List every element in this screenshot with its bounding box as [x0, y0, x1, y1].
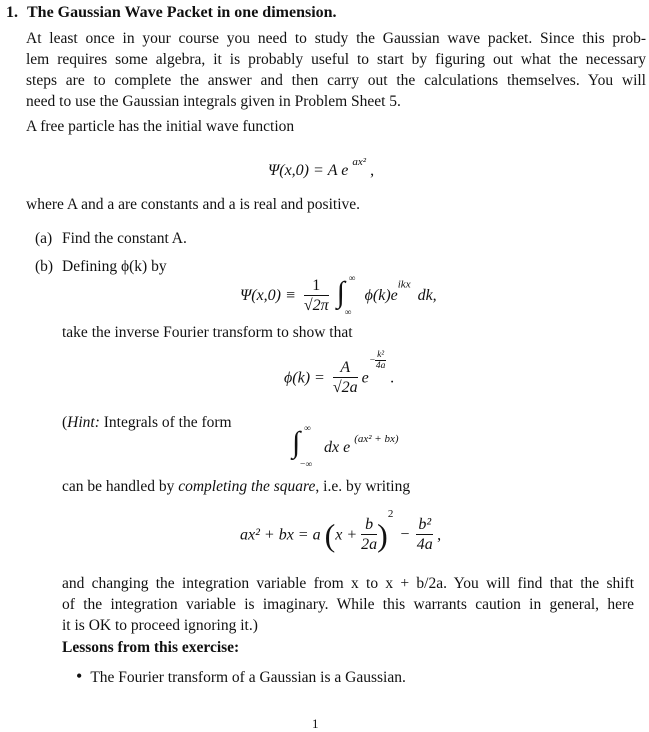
eq2-lhs: Ψ(x,0) ≡ — [240, 287, 296, 304]
eq3-exp-minus: − — [369, 355, 376, 366]
cs-frac2-num: b² — [418, 515, 432, 533]
part-b-text: Defining ϕ(k) by — [62, 258, 167, 275]
part-b-label: (b) — [35, 258, 54, 275]
eq2-lower: ∞ — [344, 308, 352, 318]
eq2-num: 1 — [304, 277, 329, 296]
equation-hint-integral — [290, 424, 399, 472]
equation-completing-square — [240, 508, 441, 555]
hint-closing-line: of the integration variable is imaginary. While this warrants caution in general, here — [62, 596, 634, 613]
cs-paren-open: ( — [324, 516, 336, 553]
eq2-tail: dk, — [417, 287, 437, 304]
hint-integrand: dx e — [324, 439, 351, 456]
hint-integral-lower: −∞ — [300, 460, 313, 470]
cs-inner: x + — [335, 526, 358, 544]
eq2-integral — [333, 276, 361, 316]
eq3-exp-num: k² — [377, 350, 385, 360]
completing-post: , i.e. by writing — [315, 478, 411, 495]
intro-paragraph — [26, 28, 646, 112]
hint-exponent: (ax² + bx) — [354, 432, 399, 445]
cs-tail: , — [437, 526, 442, 544]
hint-closing-paragraph — [62, 573, 634, 636]
cs-paren-close: ) — [377, 516, 388, 553]
part-a-text: Find the constant A. — [62, 230, 187, 247]
eq3-num: A — [333, 359, 358, 378]
intro-line: steps are to complete the answer and then carry out the calculations themselves. You will — [26, 72, 646, 89]
cs-power: 2 — [387, 508, 394, 520]
eq2-prefactor — [304, 277, 329, 316]
eq3-den: √2a — [332, 379, 358, 396]
part-a-label: (a) — [35, 230, 53, 247]
intro-line: need to use the Gaussian integrals given in Problem Sheet 5. — [26, 93, 401, 110]
eq2-upper: ∞ — [348, 274, 356, 284]
completing-pre: can be handled by — [62, 478, 179, 495]
integral-sign: ∫ — [336, 276, 345, 309]
cs-minus: − — [400, 526, 410, 544]
cs-frac-num: b — [361, 516, 377, 535]
eq2-integrand: ϕ(k)e — [364, 287, 398, 304]
problem-title: The Gaussian Wave Packet in one dimension. — [27, 4, 337, 21]
eq3-exponent — [370, 350, 386, 371]
equation-fourier — [240, 276, 437, 316]
hint-closing-line: and changing the integration variable from x to x + b/2a. You will find that the shift — [62, 575, 634, 592]
eq1-exponent: ax² — [352, 156, 367, 168]
hint-integral-upper: ∞ — [304, 424, 311, 434]
eq2-exp: ikx — [397, 278, 411, 291]
eq3-tail: . — [390, 369, 395, 387]
integral-sign: ∫ — [292, 426, 301, 459]
cs-frac2-den: 4a — [416, 535, 433, 553]
hint-label: Hint: — [67, 414, 100, 431]
hint-intro — [62, 414, 232, 432]
intro-line: lem requires some algebra, it is probably useful to start by figuring out what the necessary — [26, 51, 646, 68]
eq3-lhs: ϕ(k) = — [284, 369, 325, 387]
eq3-prefactor — [333, 359, 358, 398]
bullet-icon: • — [76, 666, 83, 686]
eq2-den: √2π — [303, 296, 329, 314]
cs-frac2 — [416, 516, 433, 555]
hint-integral — [290, 424, 320, 472]
equation-phi-result — [284, 350, 394, 398]
inverse-text: take the inverse Fourier transform to show that — [62, 324, 353, 341]
equation-initial-wavefunction — [268, 156, 374, 180]
completing-square-text — [62, 478, 410, 496]
eq3-base: e — [361, 369, 369, 387]
cs-lhs: ax² + bx = a — [240, 526, 321, 544]
eq1-lhs: Ψ(x,0) = A e — [268, 162, 349, 179]
cs-frac-den: 2a — [361, 535, 378, 553]
problem-number: 1. — [6, 4, 18, 21]
lessons-title: Lessons from this exercise: — [62, 639, 240, 656]
lesson-text: The Fourier transform of a Gaussian is a Gaussian. — [90, 669, 406, 686]
hint-closing-line: it is OK to proceed ignoring it.) — [62, 617, 258, 634]
free-particle-text: A free particle has the initial wave function — [26, 118, 295, 135]
eq1-tail: , — [370, 162, 375, 179]
intro-line: At least once in your course you need to study the Gaussian wave packet. Since this prob- — [26, 30, 646, 47]
eq3-exp-den: 4a — [375, 361, 386, 371]
page-number: 1 — [312, 716, 319, 731]
hint-open-paren: ( — [62, 414, 68, 431]
eq3-exp-frac — [375, 350, 386, 371]
lesson-item — [76, 666, 406, 687]
hint-text: Integrals of the form — [103, 414, 232, 431]
cs-frac — [361, 516, 377, 555]
completing-it: completing the square — [178, 478, 316, 495]
where-text: where A and a are constants and a is real and positive. — [26, 196, 360, 213]
